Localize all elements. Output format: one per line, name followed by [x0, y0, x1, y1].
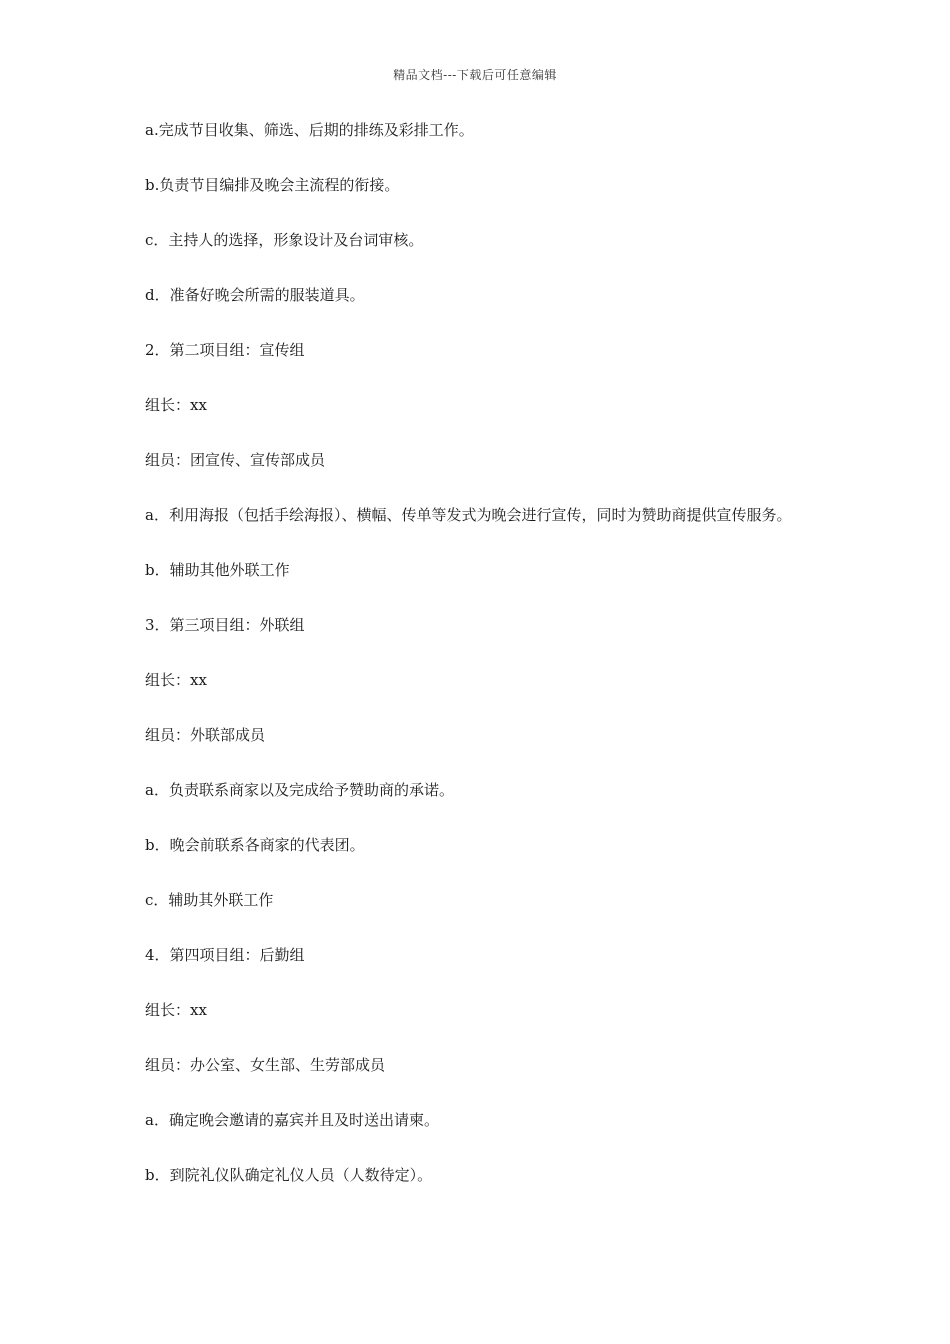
paragraph: a．利用海报（包括手绘海报）、横幅、传单等发式为晚会进行宣传，同时为赞助商提供宣传服务。: [145, 506, 792, 524]
paragraph: a.完成节目收集、筛选、后期的排练及彩排工作。: [145, 121, 474, 139]
paragraph: 组员：团宣传、宣传部成员: [145, 451, 326, 469]
section-heading: 4．第四项目组：后勤组: [145, 946, 305, 964]
paragraph: b．辅助其他外联工作: [145, 561, 290, 579]
paragraph: 组长：xx: [145, 396, 207, 414]
paragraph: 组长：xx: [145, 671, 207, 689]
section-heading: 2．第二项目组：宣传组: [145, 341, 305, 359]
paragraph: 组员：外联部成员: [145, 726, 266, 744]
paragraph: b．到院礼仪队确定礼仪人员（人数待定）。: [145, 1166, 433, 1184]
section-heading: 3．第三项目组：外联组: [145, 616, 305, 634]
paragraph: a．负责联系商家以及完成给予赞助商的承诺。: [145, 781, 454, 799]
paragraph: b．晚会前联系各商家的代表团。: [145, 836, 365, 854]
paragraph: 组长：xx: [145, 1001, 207, 1019]
paragraph: c．辅助其外联工作: [145, 891, 274, 909]
page-header: 精品文档---下载后可任意编辑: [393, 68, 557, 82]
paragraph: d．准备好晚会所需的服装道具。: [145, 286, 365, 304]
paragraph: 组员：办公室、女生部、生劳部成员: [145, 1056, 386, 1074]
paragraph: b.负责节目编排及晚会主流程的衔接。: [145, 176, 400, 194]
document-body: [145, 114, 815, 1214]
paragraph: c．主持人的选择，形象设计及台词审核。: [145, 231, 424, 249]
paragraph: a．确定晚会邀请的嘉宾并且及时送出请柬。: [145, 1111, 439, 1129]
